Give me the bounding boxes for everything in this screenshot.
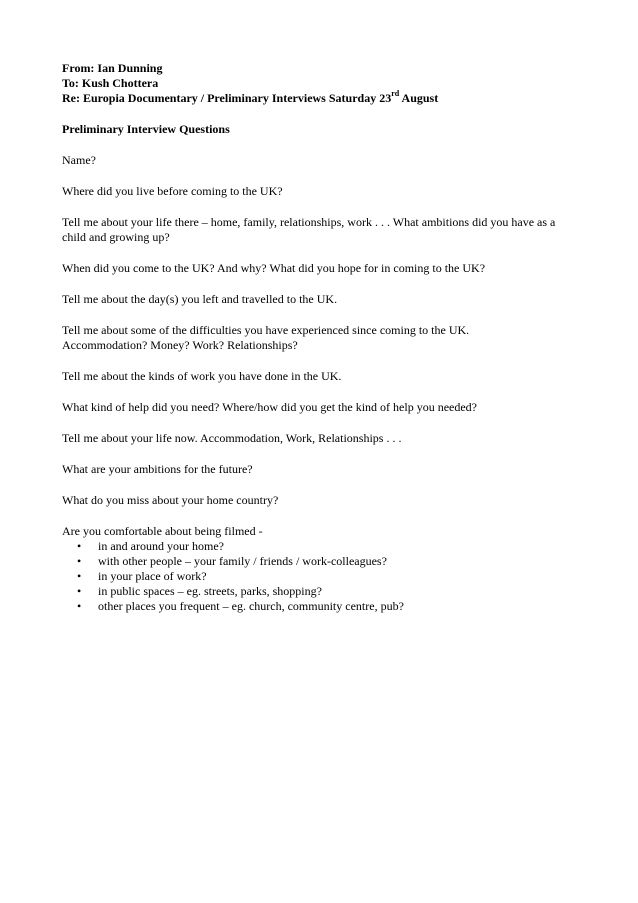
to-line: To: Kush Chottera — [62, 76, 159, 90]
bullet-icon: • — [77, 554, 82, 568]
subject-ordinal-suffix: rd — [391, 89, 400, 98]
question-miss-home: What do you miss about your home country? — [62, 493, 279, 507]
list-item — [62, 539, 582, 554]
question-name: Name? — [62, 153, 96, 167]
question-ambitions: What are your ambitions for the future? — [62, 462, 253, 476]
list-item — [62, 584, 582, 599]
list-item-text: in public spaces – eg. streets, parks, shopping? — [98, 584, 322, 598]
subject-month: August — [399, 91, 439, 105]
memo-header — [62, 61, 582, 106]
bullet-icon: • — [77, 584, 82, 598]
question-filming: Are you comfortable about being filmed - — [62, 524, 263, 538]
bullet-icon: • — [77, 569, 82, 583]
question-life-now: Tell me about your life now. Accommodation, Work, Relationships . . . — [62, 431, 402, 445]
subject-text: Re: Europia Documentary / Preliminary Interviews Saturday 23 — [62, 91, 392, 105]
question-help: What kind of help did you need? Where/how did you get the kind of help you needed? — [62, 400, 477, 414]
bullet-icon: • — [77, 599, 82, 613]
list-item-text: other places you frequent – eg. church, community centre, pub? — [98, 599, 404, 613]
question-journey: Tell me about the day(s) you left and travelled to the UK. — [62, 292, 338, 306]
list-item — [62, 554, 582, 569]
subject-line — [62, 91, 582, 106]
section-title: Preliminary Interview Questions — [62, 122, 230, 136]
filming-question-block — [62, 524, 582, 614]
list-item-text: with other people – your family / friends / work-colleagues? — [98, 554, 387, 568]
document-page — [62, 61, 582, 614]
list-item-text: in your place of work? — [98, 569, 207, 583]
question-arrival: When did you come to the UK? And why? What did you hope for in coming to the UK? — [62, 261, 486, 275]
bullet-icon: • — [77, 539, 82, 553]
question-previous-residence: Where did you live before coming to the UK? — [62, 184, 283, 198]
list-item — [62, 569, 582, 584]
list-item — [62, 599, 582, 614]
from-line: From: Ian Dunning — [62, 61, 163, 75]
question-life-there: Tell me about your life there – home, family, relationships, work . . . What ambitions did you have as a child and growing up? — [62, 215, 556, 244]
question-difficulties: Tell me about some of the difficulties you have experienced since coming to the UK. Accommodation? Money? Work? Relationships? — [62, 323, 470, 352]
question-work: Tell me about the kinds of work you have done in the UK. — [62, 369, 342, 383]
list-item-text: in and around your home? — [98, 539, 224, 553]
filming-bullet-list — [62, 539, 582, 614]
